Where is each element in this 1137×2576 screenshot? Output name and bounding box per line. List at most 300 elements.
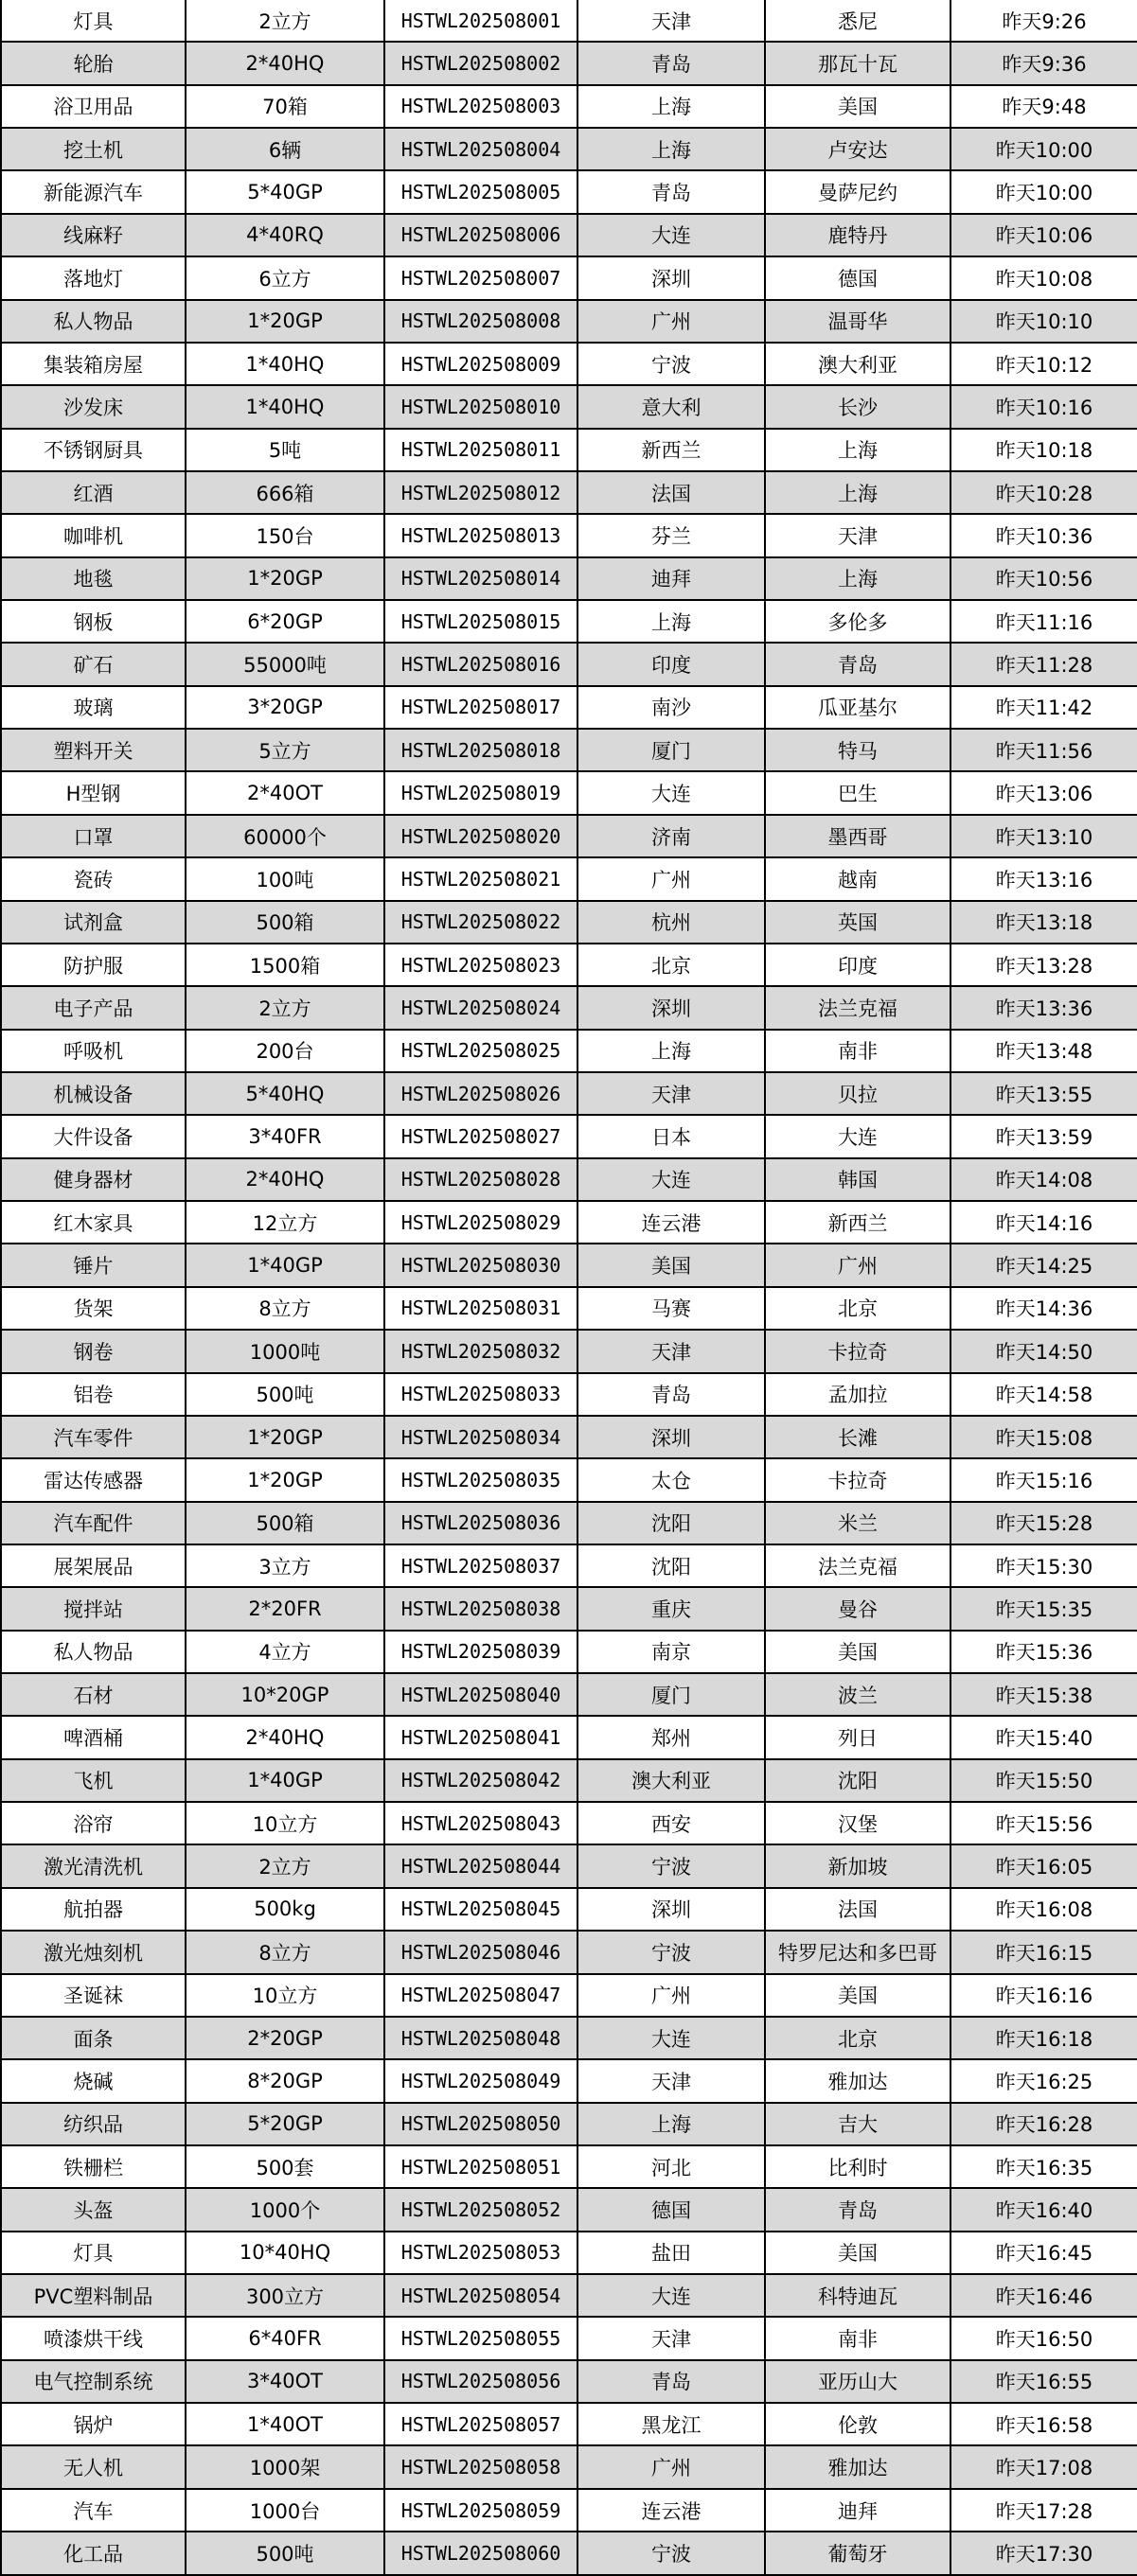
destination-cell: 雅加达 xyxy=(765,2445,950,2488)
cargo-cell: 锅炉 xyxy=(1,2403,186,2445)
destination-cell: 美国 xyxy=(765,2232,950,2274)
quantity-cell: 3*40FR xyxy=(186,1115,384,1157)
destination-cell: 北京 xyxy=(765,1287,950,1330)
time-cell: 昨天17:30 xyxy=(950,2532,1137,2574)
order-number-cell: HSTWL202508004 xyxy=(384,128,577,170)
time-cell: 昨天15:28 xyxy=(950,1502,1137,1544)
destination-cell: 印度 xyxy=(765,944,950,986)
cargo-cell: 激光烛刻机 xyxy=(1,1931,186,1973)
destination-cell: 新加坡 xyxy=(765,1844,950,1887)
quantity-cell: 3*20GP xyxy=(186,686,384,729)
cargo-cell: 啤酒桶 xyxy=(1,1716,186,1758)
table-row xyxy=(1,429,1137,471)
destination-cell: 青岛 xyxy=(765,2188,950,2231)
time-cell: 昨天14:16 xyxy=(950,1201,1137,1244)
order-number-cell: HSTWL202508047 xyxy=(384,1974,577,2017)
time-cell: 昨天15:16 xyxy=(950,1458,1137,1501)
cargo-cell: 货架 xyxy=(1,1287,186,1330)
origin-cell: 大连 xyxy=(577,2274,765,2317)
order-number-cell: HSTWL202508011 xyxy=(384,429,577,471)
order-number-cell: HSTWL202508034 xyxy=(384,1416,577,1458)
destination-cell: 南非 xyxy=(765,1030,950,1072)
destination-cell: 大连 xyxy=(765,1115,950,1157)
quantity-cell: 3*40OT xyxy=(186,2360,384,2403)
order-number-cell: HSTWL202508040 xyxy=(384,1673,577,1716)
table-row xyxy=(1,2445,1137,2488)
table-row xyxy=(1,986,1137,1029)
quantity-cell: 500箱 xyxy=(186,901,384,944)
cargo-cell: 咖啡机 xyxy=(1,514,186,556)
quantity-cell: 60000个 xyxy=(186,815,384,857)
time-cell: 昨天11:28 xyxy=(950,643,1137,685)
origin-cell: 宁波 xyxy=(577,1844,765,1887)
quantity-cell: 5*20GP xyxy=(186,2103,384,2145)
time-cell: 昨天16:15 xyxy=(950,1931,1137,1973)
order-number-cell: HSTWL202508033 xyxy=(384,1373,577,1416)
quantity-cell: 8立方 xyxy=(186,1931,384,1973)
time-cell: 昨天16:46 xyxy=(950,2274,1137,2317)
order-number-cell: HSTWL202508008 xyxy=(384,300,577,343)
quantity-cell: 500kg xyxy=(186,1888,384,1931)
quantity-cell: 1*40OT xyxy=(186,2403,384,2445)
time-cell: 昨天10:08 xyxy=(950,256,1137,299)
quantity-cell: 2*40OT xyxy=(186,771,384,814)
origin-cell: 深圳 xyxy=(577,986,765,1029)
destination-cell: 特罗尼达和多巴哥 xyxy=(765,1931,950,1973)
origin-cell: 大连 xyxy=(577,771,765,814)
origin-cell: 青岛 xyxy=(577,1373,765,1416)
cargo-cell: 私人物品 xyxy=(1,1631,186,1673)
time-cell: 昨天15:35 xyxy=(950,1587,1137,1630)
order-number-cell: HSTWL202508010 xyxy=(384,385,577,428)
table-row xyxy=(1,2274,1137,2317)
table-row xyxy=(1,901,1137,944)
origin-cell: 芬兰 xyxy=(577,514,765,556)
cargo-cell: 纺织品 xyxy=(1,2103,186,2145)
time-cell: 昨天13:48 xyxy=(950,1030,1137,1072)
order-number-cell: HSTWL202508052 xyxy=(384,2188,577,2231)
time-cell: 昨天14:25 xyxy=(950,1244,1137,1286)
order-number-cell: HSTWL202508037 xyxy=(384,1544,577,1587)
time-cell: 昨天16:18 xyxy=(950,2017,1137,2059)
time-cell: 昨天15:30 xyxy=(950,1544,1137,1587)
quantity-cell: 300立方 xyxy=(186,2274,384,2317)
table-row xyxy=(1,2317,1137,2359)
destination-cell: 青岛 xyxy=(765,643,950,685)
cargo-cell: 瓷砖 xyxy=(1,857,186,900)
cargo-cell: 呼吸机 xyxy=(1,1030,186,1072)
quantity-cell: 10立方 xyxy=(186,1802,384,1844)
table-row xyxy=(1,514,1137,556)
destination-cell: 南非 xyxy=(765,2317,950,2359)
time-cell: 昨天16:25 xyxy=(950,2059,1137,2102)
order-number-cell: HSTWL202508019 xyxy=(384,771,577,814)
quantity-cell: 2立方 xyxy=(186,0,384,42)
destination-cell: 科特迪瓦 xyxy=(765,2274,950,2317)
table-row xyxy=(1,1544,1137,1587)
quantity-cell: 1*40GP xyxy=(186,1244,384,1286)
quantity-cell: 2*20FR xyxy=(186,1587,384,1630)
origin-cell: 德国 xyxy=(577,2188,765,2231)
table-row xyxy=(1,600,1137,643)
cargo-cell: 钢板 xyxy=(1,600,186,643)
order-number-cell: HSTWL202508029 xyxy=(384,1201,577,1244)
origin-cell: 大连 xyxy=(577,2017,765,2059)
origin-cell: 深圳 xyxy=(577,1888,765,1931)
cargo-cell: 电子产品 xyxy=(1,986,186,1029)
table-row xyxy=(1,343,1137,385)
table-row xyxy=(1,2360,1137,2403)
order-number-cell: HSTWL202508006 xyxy=(384,214,577,256)
quantity-cell: 1000台 xyxy=(186,2489,384,2532)
cargo-cell: 飞机 xyxy=(1,1759,186,1802)
time-cell: 昨天10:18 xyxy=(950,429,1137,471)
cargo-cell: 线麻籽 xyxy=(1,214,186,256)
time-cell: 昨天14:50 xyxy=(950,1330,1137,1372)
origin-cell: 澳大利亚 xyxy=(577,1759,765,1802)
origin-cell: 天津 xyxy=(577,0,765,42)
time-cell: 昨天16:28 xyxy=(950,2103,1137,2145)
destination-cell: 新西兰 xyxy=(765,1201,950,1244)
order-number-cell: HSTWL202508055 xyxy=(384,2317,577,2359)
destination-cell: 悉尼 xyxy=(765,0,950,42)
table-row xyxy=(1,1158,1137,1201)
order-number-cell: HSTWL202508026 xyxy=(384,1072,577,1115)
origin-cell: 连云港 xyxy=(577,2489,765,2532)
origin-cell: 河北 xyxy=(577,2145,765,2188)
order-number-cell: HSTWL202508020 xyxy=(384,815,577,857)
quantity-cell: 5吨 xyxy=(186,429,384,471)
quantity-cell: 70箱 xyxy=(186,85,384,128)
destination-cell: 法兰克福 xyxy=(765,1544,950,1587)
table-row xyxy=(1,1416,1137,1458)
quantity-cell: 150台 xyxy=(186,514,384,556)
order-number-cell: HSTWL202508023 xyxy=(384,944,577,986)
time-cell: 昨天9:26 xyxy=(950,0,1137,42)
destination-cell: 巴生 xyxy=(765,771,950,814)
destination-cell: 贝拉 xyxy=(765,1072,950,1115)
table-row xyxy=(1,944,1137,986)
order-number-cell: HSTWL202508027 xyxy=(384,1115,577,1157)
cargo-cell: 汽车配件 xyxy=(1,1502,186,1544)
origin-cell: 大连 xyxy=(577,1158,765,1201)
quantity-cell: 2*40HQ xyxy=(186,1716,384,1758)
time-cell: 昨天13:06 xyxy=(950,771,1137,814)
time-cell: 昨天16:08 xyxy=(950,1888,1137,1931)
cargo-cell: 浴帘 xyxy=(1,1802,186,1844)
origin-cell: 宁波 xyxy=(577,1931,765,1973)
origin-cell: 沈阳 xyxy=(577,1544,765,1587)
table-row xyxy=(1,1072,1137,1115)
origin-cell: 北京 xyxy=(577,944,765,986)
cargo-cell: PVC塑料制品 xyxy=(1,2274,186,2317)
order-number-cell: HSTWL202508046 xyxy=(384,1931,577,1973)
shipment-table-body xyxy=(1,0,1137,2575)
quantity-cell: 4立方 xyxy=(186,1631,384,1673)
table-row xyxy=(1,2489,1137,2532)
table-row xyxy=(1,1030,1137,1072)
cargo-cell: 面条 xyxy=(1,2017,186,2059)
table-row xyxy=(1,2103,1137,2145)
table-row xyxy=(1,214,1137,256)
table-row xyxy=(1,1587,1137,1630)
cargo-cell: 落地灯 xyxy=(1,256,186,299)
destination-cell: 越南 xyxy=(765,857,950,900)
origin-cell: 南京 xyxy=(577,1631,765,1673)
order-number-cell: HSTWL202508042 xyxy=(384,1759,577,1802)
destination-cell: 温哥华 xyxy=(765,300,950,343)
origin-cell: 上海 xyxy=(577,128,765,170)
destination-cell: 澳大利亚 xyxy=(765,343,950,385)
table-row xyxy=(1,300,1137,343)
origin-cell: 连云港 xyxy=(577,1201,765,1244)
time-cell: 昨天16:50 xyxy=(950,2317,1137,2359)
order-number-cell: HSTWL202508024 xyxy=(384,986,577,1029)
origin-cell: 深圳 xyxy=(577,256,765,299)
table-row xyxy=(1,0,1137,42)
time-cell: 昨天13:16 xyxy=(950,857,1137,900)
quantity-cell: 5*40GP xyxy=(186,170,384,213)
order-number-cell: HSTWL202508025 xyxy=(384,1030,577,1072)
quantity-cell: 1*40HQ xyxy=(186,343,384,385)
cargo-cell: 挖土机 xyxy=(1,128,186,170)
table-row xyxy=(1,857,1137,900)
time-cell: 昨天15:38 xyxy=(950,1673,1137,1716)
order-number-cell: HSTWL202508060 xyxy=(384,2532,577,2574)
quantity-cell: 2*20GP xyxy=(186,2017,384,2059)
order-number-cell: HSTWL202508016 xyxy=(384,643,577,685)
quantity-cell: 1500箱 xyxy=(186,944,384,986)
origin-cell: 上海 xyxy=(577,600,765,643)
time-cell: 昨天13:10 xyxy=(950,815,1137,857)
origin-cell: 法国 xyxy=(577,471,765,514)
origin-cell: 太仓 xyxy=(577,1458,765,1501)
table-row xyxy=(1,729,1137,771)
origin-cell: 厦门 xyxy=(577,729,765,771)
origin-cell: 新西兰 xyxy=(577,429,765,471)
order-number-cell: HSTWL202508039 xyxy=(384,1631,577,1673)
time-cell: 昨天13:36 xyxy=(950,986,1137,1029)
quantity-cell: 500套 xyxy=(186,2145,384,2188)
cargo-cell: 石材 xyxy=(1,1673,186,1716)
time-cell: 昨天14:58 xyxy=(950,1373,1137,1416)
origin-cell: 天津 xyxy=(577,1330,765,1372)
table-row xyxy=(1,771,1137,814)
destination-cell: 葡萄牙 xyxy=(765,2532,950,2574)
destination-cell: 那瓦十瓦 xyxy=(765,42,950,84)
cargo-cell: 轮胎 xyxy=(1,42,186,84)
order-number-cell: HSTWL202508005 xyxy=(384,170,577,213)
table-row xyxy=(1,1244,1137,1286)
origin-cell: 大连 xyxy=(577,214,765,256)
time-cell: 昨天15:08 xyxy=(950,1416,1137,1458)
quantity-cell: 6立方 xyxy=(186,256,384,299)
quantity-cell: 500吨 xyxy=(186,1373,384,1416)
destination-cell: 法国 xyxy=(765,1888,950,1931)
destination-cell: 雅加达 xyxy=(765,2059,950,2102)
destination-cell: 卢安达 xyxy=(765,128,950,170)
table-row xyxy=(1,1673,1137,1716)
destination-cell: 墨西哥 xyxy=(765,815,950,857)
cargo-cell: 新能源汽车 xyxy=(1,170,186,213)
time-cell: 昨天10:00 xyxy=(950,170,1137,213)
time-cell: 昨天16:58 xyxy=(950,2403,1137,2445)
cargo-cell: 化工品 xyxy=(1,2532,186,2574)
time-cell: 昨天9:36 xyxy=(950,42,1137,84)
order-number-cell: HSTWL202508044 xyxy=(384,1844,577,1887)
order-number-cell: HSTWL202508043 xyxy=(384,1802,577,1844)
cargo-cell: 灯具 xyxy=(1,0,186,42)
quantity-cell: 2*40HQ xyxy=(186,42,384,84)
table-row xyxy=(1,1330,1137,1372)
quantity-cell: 8立方 xyxy=(186,1287,384,1330)
quantity-cell: 1*20GP xyxy=(186,1416,384,1458)
destination-cell: 美国 xyxy=(765,1974,950,2017)
origin-cell: 重庆 xyxy=(577,1587,765,1630)
origin-cell: 郑州 xyxy=(577,1716,765,1758)
order-number-cell: HSTWL202508035 xyxy=(384,1458,577,1501)
table-row xyxy=(1,2532,1137,2574)
quantity-cell: 6*20GP xyxy=(186,600,384,643)
destination-cell: 瓜亚基尔 xyxy=(765,686,950,729)
order-number-cell: HSTWL202508028 xyxy=(384,1158,577,1201)
table-row xyxy=(1,128,1137,170)
quantity-cell: 1*20GP xyxy=(186,1458,384,1501)
destination-cell: 沈阳 xyxy=(765,1759,950,1802)
table-row xyxy=(1,1888,1137,1931)
table-row xyxy=(1,815,1137,857)
order-number-cell: HSTWL202508058 xyxy=(384,2445,577,2488)
time-cell: 昨天10:56 xyxy=(950,557,1137,600)
destination-cell: 鹿特丹 xyxy=(765,214,950,256)
order-number-cell: HSTWL202508007 xyxy=(384,256,577,299)
order-number-cell: HSTWL202508021 xyxy=(384,857,577,900)
quantity-cell: 10*20GP xyxy=(186,1673,384,1716)
origin-cell: 意大利 xyxy=(577,385,765,428)
table-row xyxy=(1,1974,1137,2017)
destination-cell: 美国 xyxy=(765,85,950,128)
origin-cell: 天津 xyxy=(577,1072,765,1115)
table-row xyxy=(1,42,1137,84)
order-number-cell: HSTWL202508013 xyxy=(384,514,577,556)
table-row xyxy=(1,1759,1137,1802)
cargo-cell: 汽车 xyxy=(1,2489,186,2532)
time-cell: 昨天10:12 xyxy=(950,343,1137,385)
quantity-cell: 6辆 xyxy=(186,128,384,170)
order-number-cell: HSTWL202508022 xyxy=(384,901,577,944)
cargo-cell: 电气控制系统 xyxy=(1,2360,186,2403)
order-number-cell: HSTWL202508030 xyxy=(384,1244,577,1286)
quantity-cell: 500吨 xyxy=(186,2532,384,2574)
cargo-cell: 头盔 xyxy=(1,2188,186,2231)
destination-cell: 天津 xyxy=(765,514,950,556)
destination-cell: 列日 xyxy=(765,1716,950,1758)
cargo-cell: 口罩 xyxy=(1,815,186,857)
quantity-cell: 1*40GP xyxy=(186,1759,384,1802)
destination-cell: 美国 xyxy=(765,1631,950,1673)
destination-cell: 汉堡 xyxy=(765,1802,950,1844)
table-row xyxy=(1,1931,1137,1973)
table-row xyxy=(1,2232,1137,2274)
order-number-cell: HSTWL202508017 xyxy=(384,686,577,729)
destination-cell: 法兰克福 xyxy=(765,986,950,1029)
time-cell: 昨天14:36 xyxy=(950,1287,1137,1330)
origin-cell: 上海 xyxy=(577,1030,765,1072)
origin-cell: 上海 xyxy=(577,85,765,128)
destination-cell: 卡拉奇 xyxy=(765,1330,950,1372)
cargo-cell: 沙发床 xyxy=(1,385,186,428)
order-number-cell: HSTWL202508051 xyxy=(384,2145,577,2188)
time-cell: 昨天13:28 xyxy=(950,944,1137,986)
table-row xyxy=(1,1844,1137,1887)
order-number-cell: HSTWL202508036 xyxy=(384,1502,577,1544)
origin-cell: 济南 xyxy=(577,815,765,857)
cargo-cell: 红酒 xyxy=(1,471,186,514)
time-cell: 昨天13:59 xyxy=(950,1115,1137,1157)
quantity-cell: 500箱 xyxy=(186,1502,384,1544)
quantity-cell: 10*40HQ xyxy=(186,2232,384,2274)
destination-cell: 曼萨尼约 xyxy=(765,170,950,213)
cargo-cell: 铁栅栏 xyxy=(1,2145,186,2188)
quantity-cell: 666箱 xyxy=(186,471,384,514)
destination-cell: 长滩 xyxy=(765,1416,950,1458)
order-number-cell: HSTWL202508045 xyxy=(384,1888,577,1931)
origin-cell: 广州 xyxy=(577,2445,765,2488)
destination-cell: 亚历山大 xyxy=(765,2360,950,2403)
cargo-cell: 汽车零件 xyxy=(1,1416,186,1458)
destination-cell: 上海 xyxy=(765,557,950,600)
order-number-cell: HSTWL202508014 xyxy=(384,557,577,600)
table-row xyxy=(1,686,1137,729)
table-row xyxy=(1,1287,1137,1330)
time-cell: 昨天13:55 xyxy=(950,1072,1137,1115)
cargo-cell: 钢卷 xyxy=(1,1330,186,1372)
destination-cell: 孟加拉 xyxy=(765,1373,950,1416)
origin-cell: 青岛 xyxy=(577,170,765,213)
cargo-cell: 圣诞袜 xyxy=(1,1974,186,2017)
quantity-cell: 2立方 xyxy=(186,1844,384,1887)
time-cell: 昨天16:35 xyxy=(950,2145,1137,2188)
table-row xyxy=(1,1502,1137,1544)
cargo-cell: H型钢 xyxy=(1,771,186,814)
quantity-cell: 200台 xyxy=(186,1030,384,1072)
table-row xyxy=(1,1802,1137,1844)
destination-cell: 迪拜 xyxy=(765,2489,950,2532)
cargo-cell: 无人机 xyxy=(1,2445,186,2488)
quantity-cell: 10立方 xyxy=(186,1974,384,2017)
time-cell: 昨天16:45 xyxy=(950,2232,1137,2274)
time-cell: 昨天15:40 xyxy=(950,1716,1137,1758)
table-row xyxy=(1,2145,1137,2188)
time-cell: 昨天10:16 xyxy=(950,385,1137,428)
time-cell: 昨天16:40 xyxy=(950,2188,1137,2231)
destination-cell: 韩国 xyxy=(765,1158,950,1201)
order-number-cell: HSTWL202508031 xyxy=(384,1287,577,1330)
table-row xyxy=(1,256,1137,299)
cargo-cell: 搅拌站 xyxy=(1,1587,186,1630)
table-row xyxy=(1,643,1137,685)
time-cell: 昨天9:48 xyxy=(950,85,1137,128)
time-cell: 昨天11:42 xyxy=(950,686,1137,729)
order-number-cell: HSTWL202508050 xyxy=(384,2103,577,2145)
origin-cell: 宁波 xyxy=(577,343,765,385)
destination-cell: 比利时 xyxy=(765,2145,950,2188)
cargo-cell: 健身器材 xyxy=(1,1158,186,1201)
quantity-cell: 1*20GP xyxy=(186,557,384,600)
origin-cell: 南沙 xyxy=(577,686,765,729)
quantity-cell: 12立方 xyxy=(186,1201,384,1244)
origin-cell: 美国 xyxy=(577,1244,765,1286)
